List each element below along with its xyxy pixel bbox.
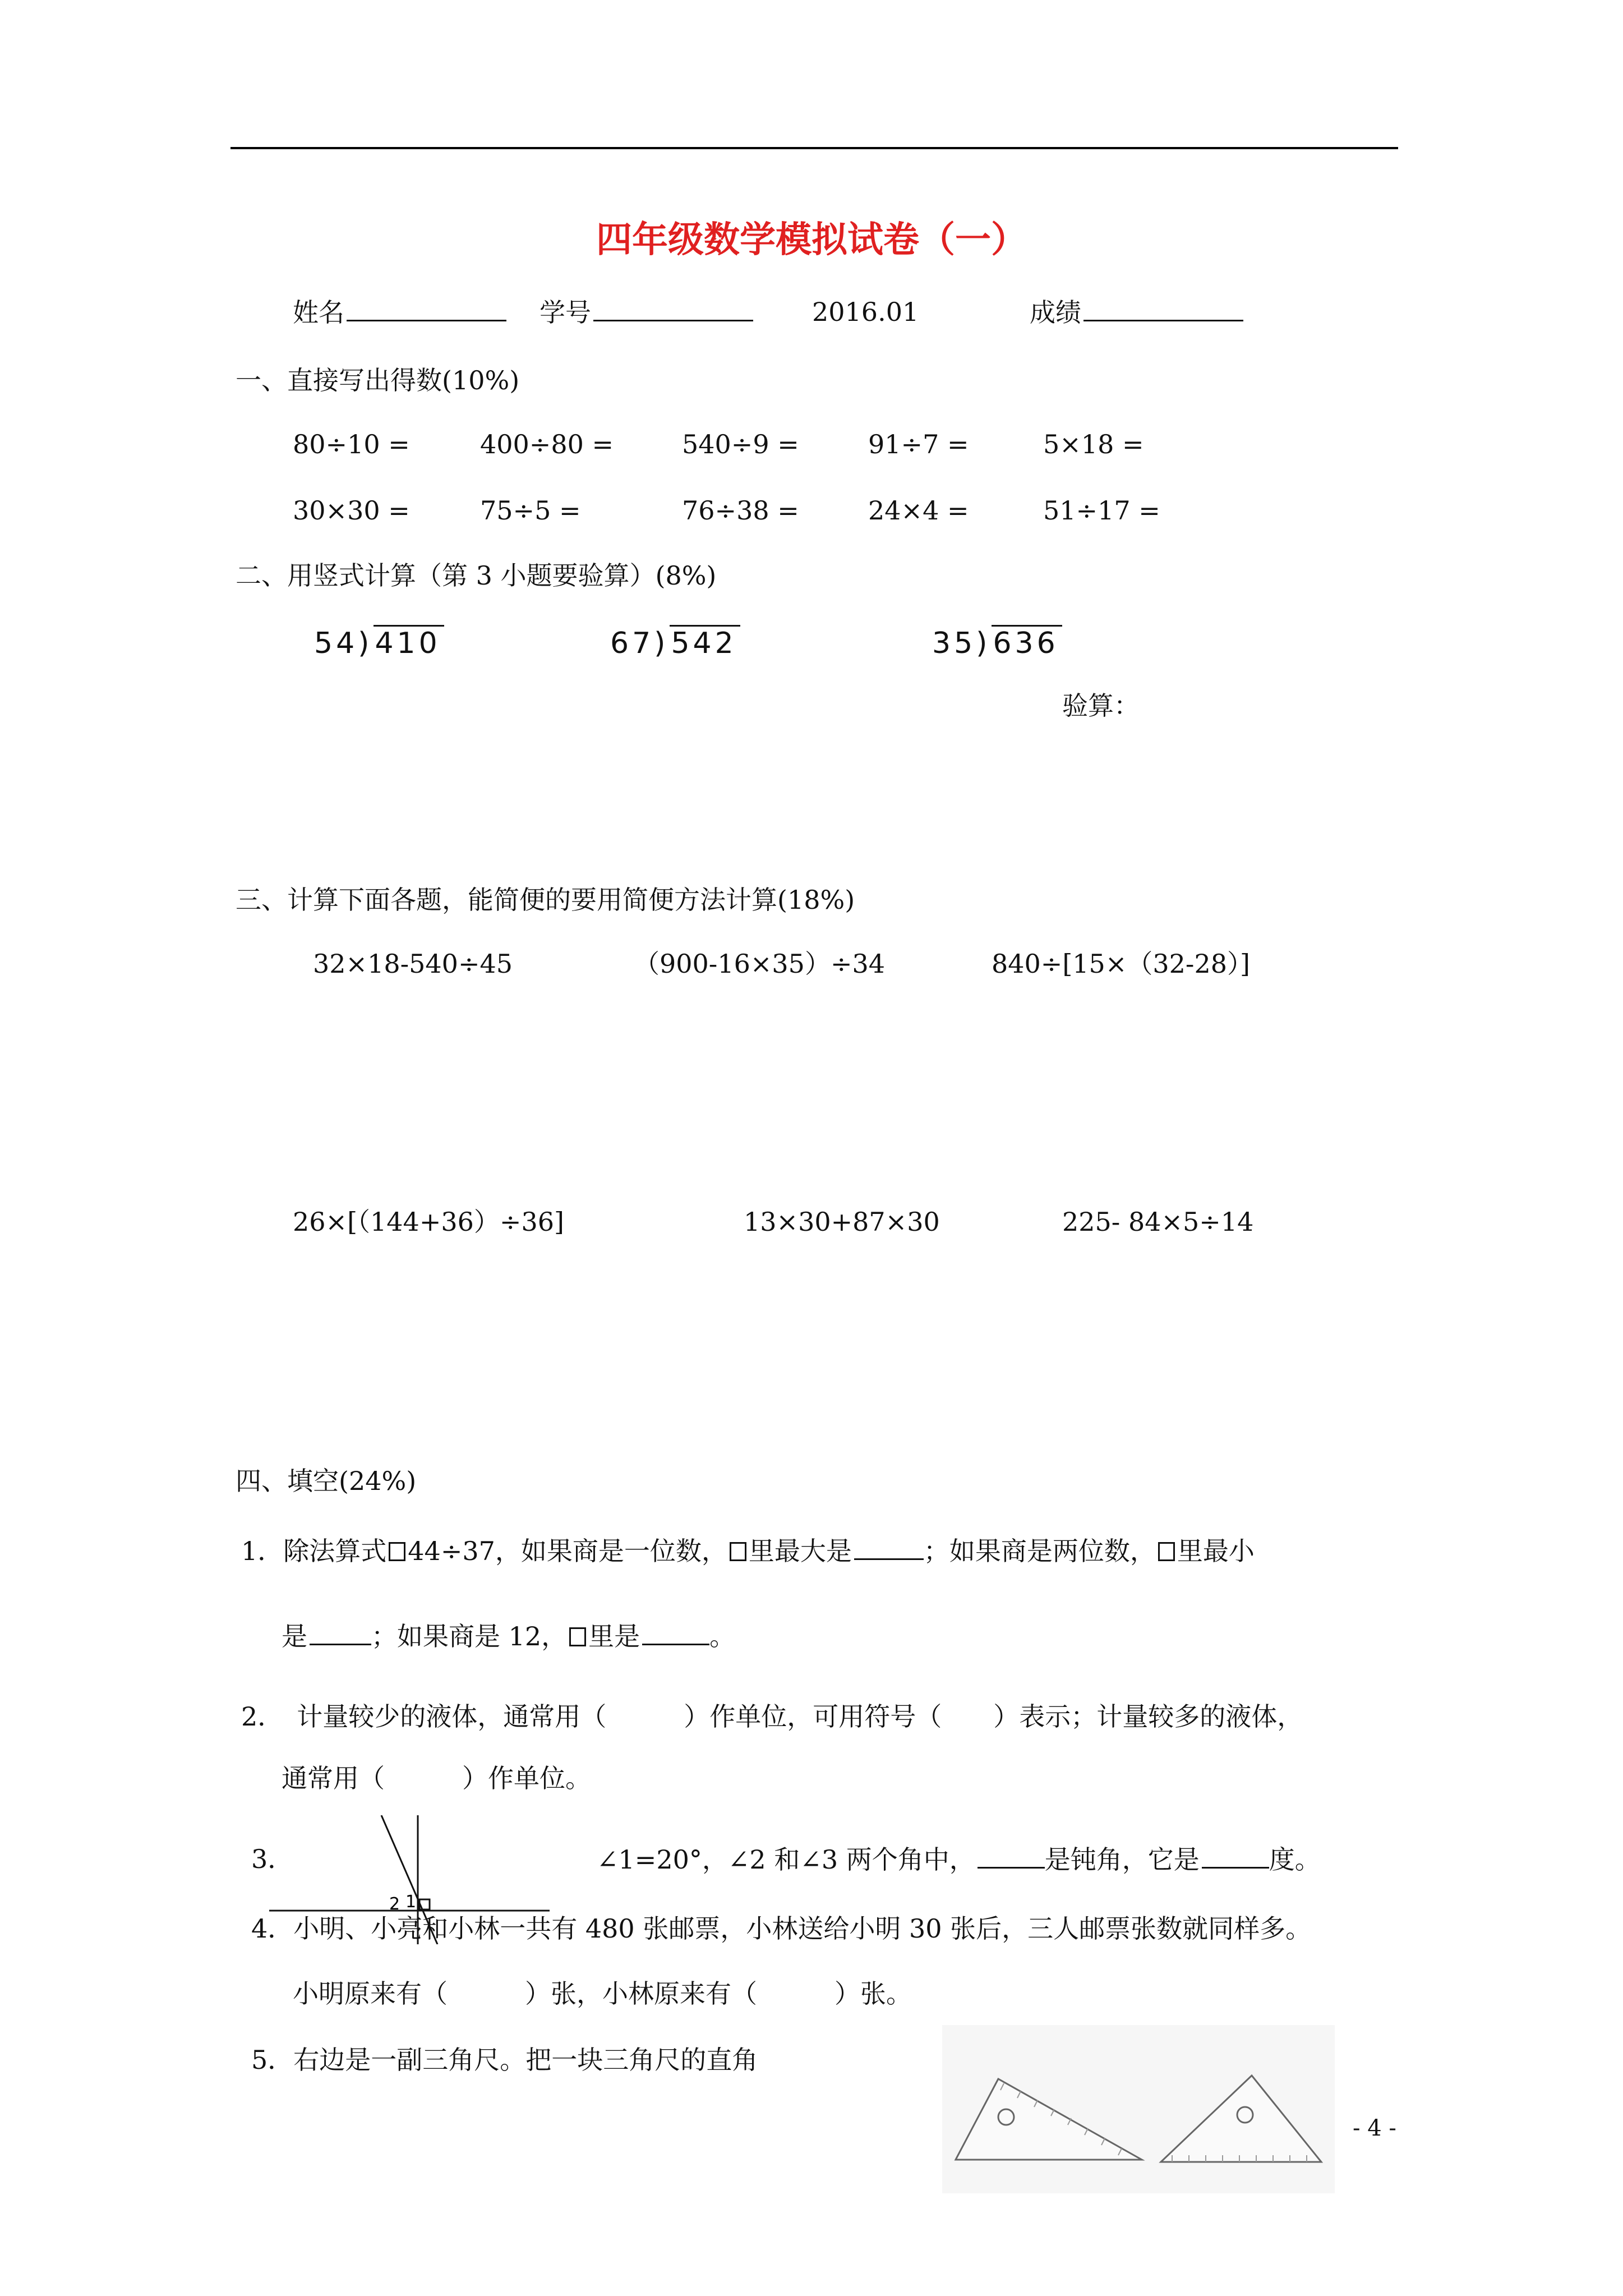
q1-text: ；如果商是 12， [371,1621,568,1651]
dividend: 636 [992,625,1062,660]
dividend: 410 [374,625,444,660]
student-id-field [540,295,753,329]
division-bracket: ) [358,627,373,660]
s1-r1-c4: 91÷7 = [868,429,969,459]
digit-box[interactable] [730,1542,746,1561]
divisor: 67 [610,627,654,660]
s1-r1-c3: 540÷9 = [682,429,799,459]
s3-expr-1: 32×18-540÷45 [313,949,513,979]
q1-line1 [241,1534,1255,1568]
section2-heading: 二、用竖式计算（第 3 小题要验算）(8%) [236,560,717,591]
q3-text-part: ∠1=20°，∠2 和∠3 两个角中， [597,1844,975,1875]
section3-heading: 三、计算下面各题，能简便的要用简便方法计算(18%) [236,885,855,915]
s1-r2-c3: 76÷38 = [682,495,799,526]
section4-heading: 四、填空(24%) [236,1466,417,1496]
long-division-1 [314,625,444,660]
long-division-3 [932,625,1062,660]
digit-box[interactable] [1158,1542,1175,1561]
page-number: - 4 - [1353,2115,1396,2141]
q1-text: ；如果商是两位数， [923,1536,1156,1566]
student-id-blank[interactable] [593,295,753,321]
digit-box[interactable] [389,1542,405,1561]
dividend: 542 [670,625,740,660]
q1-number: 1． [241,1536,284,1566]
q2-line2: 通常用（ ）作单位。 [282,1763,591,1793]
s1-r1-c1: 80÷10 = [293,429,410,459]
q3-text-part: 是钝角，它是 [1044,1844,1200,1875]
q1-text: 。 [709,1621,736,1651]
answer-blank[interactable] [854,1534,924,1560]
check-label: 验算： [1062,691,1140,721]
q1-line2 [282,1619,735,1653]
q2-text: 计量较少的液体，通常用（ ）作单位，可用符号（ ）表示；计量较多的液体， [297,1701,1303,1732]
answer-blank[interactable] [310,1619,371,1645]
q1-text: 44÷37，如果商是一位数， [408,1536,727,1566]
division-bracket: ) [976,627,991,660]
score-field [1030,295,1243,329]
s1-r2-c1: 30×30 = [293,495,410,526]
q1-text: 里是 [588,1621,640,1651]
divisor: 54 [314,627,358,660]
q2-line1 [241,1700,1303,1733]
q1-text: 除法算式 [283,1536,387,1566]
digit-box[interactable] [569,1627,586,1646]
score-label: 成绩 [1030,297,1081,328]
triangle-rulers-image [942,2025,1335,2193]
q5-number: 5． [251,2045,294,2075]
s3-expr-4: 26×[（144+36）÷36] [293,1207,564,1237]
name-blank[interactable] [347,295,506,321]
q2-number: 2． [241,1701,284,1732]
q1-text: 里最小 [1177,1536,1255,1566]
angle-label-2: 2 [389,1894,400,1914]
s3-expr-6: 225- 84×5÷14 [1062,1207,1254,1237]
s1-r2-c5: 51÷17 = [1043,495,1160,526]
student-id-label: 学号 [540,297,591,328]
answer-blank[interactable] [978,1842,1045,1869]
q3-text-part: 度。 [1269,1844,1321,1875]
name-label: 姓名 [293,297,344,328]
s1-r1-c2: 400÷80 = [480,429,614,459]
s1-r1-c5: 5×18 = [1043,429,1144,459]
q4-line2: 小明原来有（ ）张，小林原来有（ ）张。 [293,1978,912,2009]
s1-r2-c4: 24×4 = [868,495,969,526]
s3-expr-5: 13×30+87×30 [744,1207,940,1237]
s3-expr-3: 840÷[15×（32-28）] [992,949,1250,979]
section1-heading: 一、直接写出得数(10%) [236,365,520,395]
name-field [293,295,506,329]
q3-number: 3． [251,1844,294,1874]
q5-text: 右边是一副三角尺。把一块三角尺的直角 [293,2045,758,2075]
q5-line [251,2043,758,2077]
angle-label-1: 1 [405,1892,417,1912]
q3-text [597,1842,1321,1876]
q4-line1 [251,1912,1311,1945]
q4-number: 4． [251,1913,294,1944]
score-blank[interactable] [1083,295,1243,321]
long-division-2 [610,625,740,660]
q1-text: 里最大是 [748,1536,852,1566]
q1-text: 是 [282,1621,307,1651]
s1-r2-c2: 75÷5 = [480,495,581,526]
divisor: 35 [932,627,976,660]
answer-blank[interactable] [1202,1842,1269,1869]
q4-text: 小明、小亮和小林一共有 480 张邮票，小林送给小明 30 张后，三人邮票张数就同样多。 [293,1913,1312,1944]
answer-blank[interactable] [642,1619,709,1645]
division-bracket: ) [654,627,669,660]
top-rule [230,147,1398,149]
page-title: 四年级数学模拟试卷（一） [596,219,1027,261]
s3-expr-2: （900-16×35）÷34 [634,949,886,979]
exam-date: 2016.01 [812,297,919,327]
